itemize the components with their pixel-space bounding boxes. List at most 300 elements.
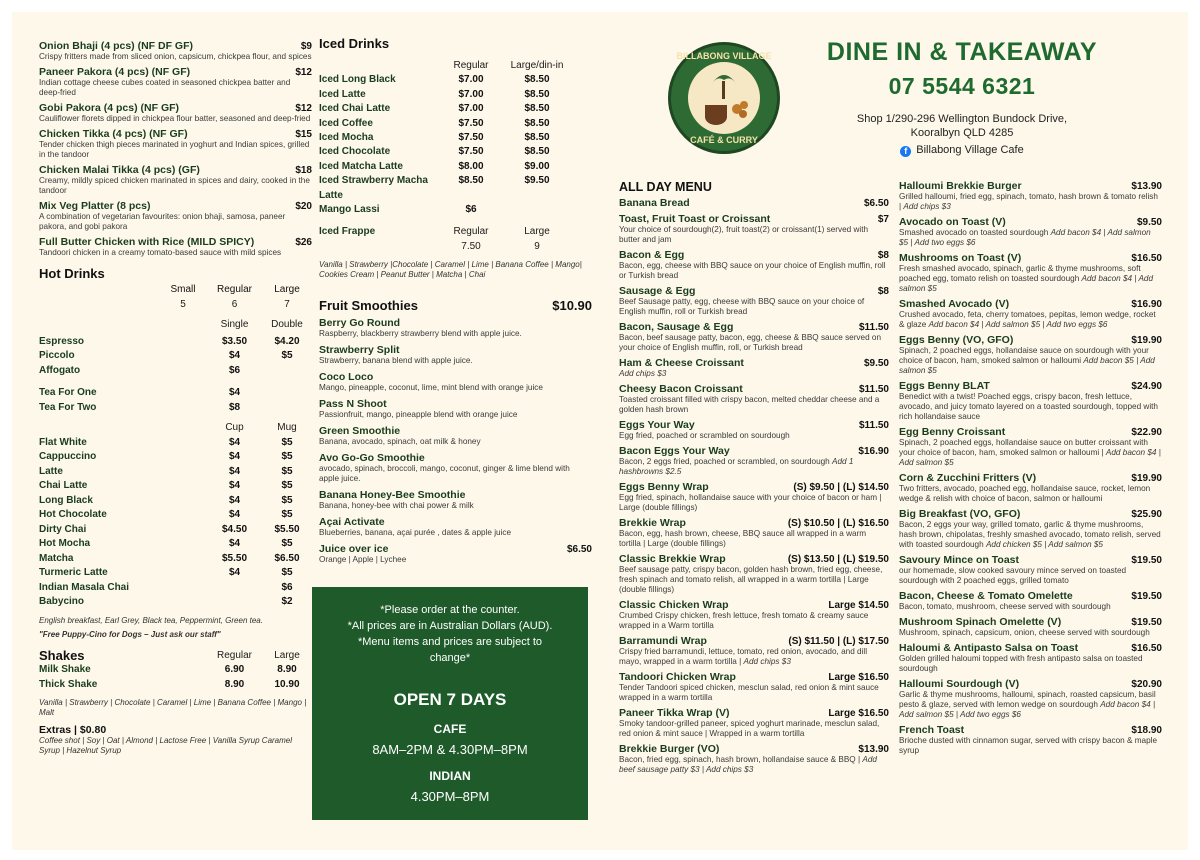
menu-item-description: Tender chicken thigh pieces marinated in yoghurt and Indian spices, grilled in the tandoor: [39, 140, 310, 159]
menu-item-description: Toasted croissant filled with crispy bacon, melted cheddar cheese and a golden hash brown: [619, 395, 880, 414]
menu-item-name: Eggs Benny (VO, GFO): [899, 334, 1014, 346]
menu-item-header: [899, 180, 1162, 192]
menu-item-header: [39, 164, 312, 176]
frappe-large-price: 9: [534, 240, 540, 252]
drink-price-a: $6: [228, 364, 241, 376]
menu-item-addon: Add bacon $4 | Add salmon $5 | Add two eggs $6: [899, 700, 1156, 719]
menu-item-price: (S) $10.50 | (L) $16.50: [787, 518, 889, 529]
menu-item-description: Spinach, 2 poached eggs, hollandaise sauce on butter croissant with your choice of bacon, ham, smoked salmon or halloumi |: [899, 438, 1148, 457]
menu-item-description: Fresh smashed avocado, spinach, garlic & thyme mushrooms, soft poached egg, tomato relish on toasted sourdough: [899, 264, 1141, 283]
menu-item: [619, 517, 889, 549]
drink-name: Tea For Two: [39, 401, 97, 413]
menu-item-price: $20.90: [1131, 679, 1162, 690]
drink-row: [39, 450, 312, 465]
menu-item: [39, 164, 312, 196]
drink-row: [39, 364, 312, 379]
menu-item-desc: [619, 261, 889, 281]
cup-mug-header: [39, 421, 312, 436]
menu-item-name: Tandoori Chicken Wrap: [619, 671, 736, 683]
menu-item-name: Açai Activate: [319, 516, 385, 529]
menu-item-desc: [319, 464, 592, 484]
drink-price-a: $4: [228, 451, 241, 462]
indian-hours: 4.30PM–8PM: [410, 789, 490, 804]
menu-item-name: Toast, Fruit Toast or Croissant: [619, 213, 771, 225]
menu-item-description: Your choice of sourdough(2), fruit toast(2) or croissant(1) served with butter and jam: [619, 225, 869, 244]
notice-change: *Menu items and prices are subject to change*: [357, 636, 543, 664]
shakes-header-row: [39, 649, 312, 664]
menu-item-description: Passionfruit, mango, pineapple blend with orange juice: [319, 410, 518, 420]
menu-item: [619, 321, 889, 353]
juice-price: $6.50: [566, 544, 592, 556]
espresso-list: [39, 335, 312, 379]
frappe-row: [319, 225, 592, 239]
puppy-note: "Free Puppy-Cino for Dogs – Just ask our staff": [39, 629, 221, 639]
menu-item-price: $12: [295, 67, 312, 78]
menu-item-name: Barramundi Wrap: [619, 635, 707, 647]
menu-item-addon: Add bacon $4 | Add salmon $5 | Add two eggs $6: [899, 228, 1151, 247]
menu-item-name: Paneer Pakora (4 pcs) (NF GF): [39, 66, 191, 78]
menu-item-name: Chicken Malai Tikka (4 pcs) (GF): [39, 164, 200, 176]
drink-price-b: $5: [281, 509, 293, 520]
menu-item-name: Pass N Shoot: [319, 398, 387, 411]
size-regular: Regular: [216, 284, 253, 295]
menu-item-name: Haloumi & Antipasto Salsa on Toast: [899, 642, 1079, 654]
drink-spacer: [159, 479, 207, 494]
menu-item: [619, 707, 889, 739]
menu-item: [319, 452, 592, 484]
menu-item-header: [619, 445, 889, 457]
menu-item-description: Crispy fritters made from sliced onion, capsicum, chickpea flour, and spices: [39, 52, 312, 61]
menu-item: [319, 489, 592, 511]
menu-item: [619, 383, 889, 415]
menu-item-header: [319, 452, 592, 464]
drink-price-a: 8.90: [224, 678, 245, 690]
menu-item: [619, 213, 889, 245]
menu-item-description: Golden grilled haloumi topped with fresh antipasto salsa on toasted sourdough: [899, 654, 1143, 673]
size-large: Large: [274, 284, 300, 295]
menu-item-description: Smashed avocado on toasted sourdough: [899, 228, 1049, 237]
iced-drink-row: [319, 117, 592, 131]
menu-item-header: [39, 236, 312, 248]
drink-name: Tea For One: [39, 387, 97, 398]
drink-price-b: $5: [281, 567, 293, 578]
drink-price-a: $4: [228, 350, 241, 361]
menu-item-price: $16.90: [858, 446, 889, 457]
shakes-section: [39, 649, 312, 757]
smoothies-header: [319, 298, 592, 313]
menu-item: [899, 252, 1162, 294]
menu-item-price: $15: [295, 129, 312, 140]
menu-item-header: [619, 213, 889, 225]
menu-item-desc: [619, 493, 889, 513]
menu-item: [39, 66, 312, 98]
logo-text-top: BILLABONG VILLAGE: [676, 51, 772, 61]
menu-item-addon: Add chips $3: [743, 657, 791, 666]
menu-item: [619, 671, 889, 703]
cafe-logo: [668, 42, 780, 154]
facebook-icon: f: [900, 146, 911, 157]
drink-price-a: $4: [228, 494, 241, 506]
menu-item-price: $13.90: [1131, 181, 1162, 192]
menu-item-header: [619, 357, 889, 369]
drink-name: Hot Mocha: [39, 538, 91, 549]
menu-item-price: Large $14.50: [828, 600, 889, 611]
drink-price-b: $5: [281, 451, 293, 462]
iced-drink-name: Iced Chocolate: [319, 146, 391, 158]
menu-item-desc: [39, 212, 312, 232]
iced-drink-name: Iced Strawberry Macha Latte: [319, 175, 428, 201]
address: [802, 112, 1122, 140]
menu-item-name: Halloumi Sourdough (V): [899, 678, 1020, 690]
size-small: Small: [170, 284, 196, 295]
menu-item-price: $22.90: [1131, 427, 1162, 438]
menu-item-header: [899, 216, 1162, 228]
menu-item-description: Tandoori chicken in a creamy tomato-based sauce with mild spices: [39, 248, 282, 257]
menu-item-price: $26: [295, 237, 312, 248]
menu-item-name: Halloumi Brekkie Burger: [899, 180, 1022, 192]
menu-item-name: Corn & Zucchini Fritters (V): [899, 472, 1037, 484]
menu-item-header: [619, 743, 889, 755]
menu-item-header: [619, 321, 889, 333]
drink-row: [39, 523, 312, 538]
iced-header-row: [319, 59, 592, 73]
size-num-large: 7: [284, 298, 290, 310]
menu-item-name: Bacon Eggs Your Way: [619, 445, 730, 457]
frappe-large-header: Large: [524, 226, 550, 238]
iced-list: [319, 73, 592, 217]
drink-spacer: [159, 595, 207, 610]
menu-item-price: $18.90: [1131, 725, 1162, 736]
hot-drinks-title: Hot Drinks: [39, 266, 105, 281]
menu-item: [319, 398, 592, 420]
menu-item-name: Bacon & Egg: [619, 249, 685, 261]
menu-item-name: Banana Honey-Bee Smoothie: [319, 489, 466, 502]
iced-price-regular: $8.00: [458, 160, 484, 172]
iced-price-large: $9.50: [524, 175, 550, 187]
drink-spacer: [159, 401, 207, 416]
iced-drink-row: [319, 145, 592, 159]
menu-item: [619, 635, 889, 667]
menu-item-header: [619, 517, 889, 529]
menu-item-description: Spinach, 2 poached eggs, hollandaise sauce on sourdough with your choice of bacon, ham, smoked salmon or halloumi: [899, 346, 1149, 365]
iced-drink-row: [319, 203, 592, 217]
iced-price-large: $8.50: [524, 74, 550, 86]
iced-drink-row: [319, 174, 592, 203]
menu-item-price: (S) $11.50 | (L) $17.50: [788, 636, 889, 647]
drink-name: Long Black: [39, 494, 93, 506]
menu-item-name: Sausage & Egg: [619, 285, 696, 297]
menu-item-description: Bacon, 2 eggs fried, poached or scrambled, on sourdough: [619, 457, 830, 466]
menu-item-header: [619, 707, 889, 719]
notice-box: [312, 587, 588, 820]
iced-drink-name: Iced Mocha: [319, 132, 374, 144]
menu-item-name: Eggs Benny Wrap: [619, 481, 709, 493]
menu-item-name: Avocado on Toast (V): [899, 216, 1006, 228]
menu-item-desc: [899, 228, 1162, 248]
menu-item: [319, 317, 592, 339]
menu-item: [619, 249, 889, 281]
menu-item-desc: [619, 297, 889, 317]
menu-item: [899, 426, 1162, 468]
drink-row: [39, 663, 312, 678]
menu-item-addon: Add bacon $5 | Add salmon $5: [899, 356, 1155, 375]
drink-spacer: [159, 465, 207, 480]
extras-list: Coffee shot | Soy | Oat | Almond | Lactose Free | Vanilla Syrup Caramel Syrup | Hazelnut Syrup: [39, 736, 293, 755]
cafe-label: CAFE: [433, 722, 467, 736]
iced-drink-name: Iced Matcha Latte: [319, 160, 403, 172]
menu-item-desc: [899, 520, 1162, 550]
drink-price-b: $5: [281, 494, 293, 506]
iced-drink-row: [319, 131, 592, 145]
drink-price-b: [262, 364, 312, 379]
menu-item-desc: [899, 628, 1162, 638]
menu-item-description: Blueberries, banana, açai purée , dates & apple juice: [319, 528, 512, 538]
menu-item-desc: [619, 565, 889, 595]
menu-item-desc: [319, 437, 592, 447]
drink-name: Affogato: [39, 364, 81, 376]
menu-item-description: Bacon, egg, cheese with BBQ sauce on your choice of English muffin, roll or Turkish bread: [619, 261, 886, 280]
menu-item-price: $19.50: [1131, 617, 1162, 628]
menu-item-desc: [619, 529, 889, 549]
iced-drink-name: Iced Coffee: [319, 117, 373, 129]
iced-price-large: $8.50: [524, 103, 550, 115]
menu-item-description: Grilled halloumi, fried egg, spinach, tomato, hash brown & tomato relish |: [899, 192, 1158, 211]
all-day-list: [619, 197, 889, 775]
menu-item-addon: Add bacon $4 | Add salmon $5: [899, 448, 1161, 467]
menu-item-name: Berry Go Round: [319, 317, 401, 330]
tea-note: English breakfast, Earl Grey, Black tea, Peppermint, Green tea.: [39, 615, 263, 625]
notice-currency: *All prices are in Australian Dollars (AUD).: [347, 620, 553, 632]
menu-item-desc: [619, 683, 889, 703]
iced-price-large: $8.50: [524, 117, 550, 129]
menu-item-header: [319, 371, 592, 383]
iced-price-large: $8.50: [524, 132, 550, 144]
menu-item-desc: [39, 248, 312, 258]
menu-item-header: [39, 40, 312, 52]
iced-drink-name: Iced Latte: [319, 88, 366, 100]
iced-drink-row: [319, 73, 592, 87]
iced-drink-row: [319, 88, 592, 102]
menu-item: [899, 678, 1162, 720]
drink-spacer: [159, 436, 207, 451]
menu-item-name: Paneer Tikka Wrap (V): [619, 707, 730, 719]
drink-price-a: $4: [228, 387, 241, 398]
iced-price-large: $8.50: [524, 88, 550, 100]
drink-name: Thick Shake: [39, 678, 98, 690]
menu-item: [619, 197, 889, 209]
menu-item-price: (S) $13.50 | (L) $19.50: [787, 554, 889, 565]
menu-item-description: Creamy, mildly spiced chicken marinated in spices and dairy, cooked in the tandoor: [39, 176, 310, 195]
menu-item-addon: Add bacon $4 | Add salmon $5 | Add two eggs $6: [928, 320, 1108, 329]
menu-item-price: $9: [300, 41, 312, 52]
menu-item-name: Brekkie Burger (VO): [619, 743, 720, 755]
mug-header: Mug: [277, 422, 297, 433]
menu-item-desc: [899, 264, 1162, 294]
drink-name: Dirty Chai: [39, 523, 87, 535]
iced-price-large: $9.00: [524, 160, 550, 172]
drink-price-b: $5.50: [274, 523, 300, 535]
indian-label: INDIAN: [429, 769, 471, 783]
shakes-regular-header: Regular: [216, 649, 253, 661]
menu-item-name: Green Smoothie: [319, 425, 401, 438]
menu-item-addon: Add 1 hashbrowns $2.5: [619, 457, 854, 476]
menu-item-name: Smashed Avocado (V): [899, 298, 1010, 310]
menu-item-desc: [319, 356, 592, 366]
smoothies-price: $10.90: [552, 298, 592, 314]
frappe-price-row: [319, 240, 592, 254]
menu-item-name: Mix Veg Platter (8 pcs): [39, 200, 151, 212]
menu-item-price: $12: [295, 103, 312, 114]
menu-item-price: $16.90: [1131, 299, 1162, 310]
menu-item-desc: [899, 192, 1162, 212]
all-day-menu-title: ALL DAY MENU: [619, 180, 712, 194]
menu-item-description: Two fritters, avocado, poached egg, hollandaise sauce, rocket, lemon wedge & relish with choice of bacon, salmon or halloumi: [899, 484, 1151, 503]
menu-item-desc: [39, 78, 312, 98]
hot-drinks-section: [39, 266, 312, 639]
menu-item-price: Large $16.50: [828, 708, 889, 719]
shakes-title: Shakes: [39, 647, 85, 663]
menu-item-price: $19.50: [1131, 591, 1162, 602]
drink-row: [39, 465, 312, 480]
snacks-list: [39, 40, 312, 258]
iced-price-large: [503, 203, 571, 217]
drink-price-a: $3.50: [221, 335, 248, 347]
menu-item-description: Crispy fried barramundi, lettuce, tomato, red onion, avocado, and dill mayo, wrapped in a warm tortilla |: [619, 647, 868, 666]
column-3: [619, 180, 889, 779]
menu-item-header: [899, 252, 1162, 264]
menu-item-description: Indian cottage cheese cubes coated in seasoned chickpea batter and deep-fried: [39, 78, 291, 97]
menu-item-price: $19.90: [1131, 335, 1162, 346]
iced-price-regular: $8.50: [458, 175, 484, 187]
menu-item-header: [619, 197, 889, 209]
menu-item-header: [319, 489, 592, 501]
menu-item-price: $25.90: [1131, 509, 1162, 520]
menu-item-desc: [899, 736, 1162, 756]
menu-item-name: Classic Brekkie Wrap: [619, 553, 726, 565]
menu-item-description: Brioche dusted with cinnamon sugar, served with crispy bacon & maple syrup: [899, 736, 1158, 755]
double-header: Double: [271, 319, 303, 330]
menu-item-header: [39, 66, 312, 78]
menu-item: [39, 200, 312, 232]
menu-item-description: Bacon, beef sausage patty, bacon, egg, cheese & BBQ sauce served on your choice of English muffin, roll, or Turkish bread: [619, 333, 882, 352]
shakes-flavours: Vanilla | Strawberry | Chocolate | Caramel | Lime | Banana Coffee | Mango | Malt: [39, 698, 307, 717]
menu-item-desc: [899, 346, 1162, 376]
iced-drink-name: Iced Chai Latte: [319, 103, 391, 115]
menu-item-header: [619, 383, 889, 395]
menu-item-price: $9.50: [1136, 217, 1162, 228]
menu-item-description: Cauliflower florets dipped in chickpea flour batter, seasoned and deep-fried: [39, 114, 311, 123]
header: [802, 38, 1122, 157]
menu-item-header: [319, 516, 592, 528]
size-header-row: [39, 283, 312, 298]
menu-item: [899, 554, 1162, 586]
drink-row: [39, 479, 312, 494]
menu-item-name: Bacon, Cheese & Tomato Omelette: [899, 590, 1073, 602]
drink-spacer: [159, 494, 207, 509]
drink-name: Flat White: [39, 436, 87, 448]
drink-price-b: 8.90: [277, 664, 297, 675]
menu-item-name: Gobi Pakora (4 pcs) (NF GF): [39, 102, 180, 114]
menu-item-header: [899, 616, 1162, 628]
drink-name: Latte: [39, 465, 63, 477]
drink-spacer: [159, 678, 207, 693]
menu-item-description: Beef Sausage patty, egg, cheese with BBQ sauce on your choice of English muffin, roll or Turkish bread: [619, 297, 865, 316]
menu-item-price: $19.90: [1131, 473, 1162, 484]
column-2: [319, 36, 592, 570]
menu-item: [619, 743, 889, 775]
size-num-small: 5: [180, 298, 186, 310]
menu-item: [899, 724, 1162, 756]
menu-item-name: Eggs Benny BLAT: [899, 380, 990, 392]
iced-price-regular: $7.00: [458, 103, 484, 115]
menu-item-name: French Toast: [899, 724, 965, 736]
drink-row: [39, 494, 312, 509]
facebook-link[interactable]: [802, 144, 1122, 157]
menu-item: [619, 599, 889, 631]
menu-item-header: [899, 508, 1162, 520]
menu-item-desc: [319, 329, 592, 339]
menu-item-header: [39, 128, 312, 140]
drink-row: [39, 537, 312, 552]
menu-item: [899, 298, 1162, 330]
menu-item-description: Egg fried, spinach, hollandaise sauce with your choice of bacon or ham | Large (double fillings): [619, 493, 882, 512]
drink-name: Matcha: [39, 552, 74, 564]
drink-name: Indian Masala Chai: [39, 581, 130, 593]
drink-row: [39, 386, 312, 401]
menu-item: [619, 357, 889, 379]
menu-item-header: [619, 419, 889, 431]
menu-item-desc: [39, 176, 312, 196]
shakes-large-header: Large: [274, 649, 300, 661]
menu-item-desc: [899, 602, 1162, 612]
size-number-row: [39, 298, 312, 313]
menu-item-price: $7: [877, 214, 889, 225]
address-line-1: Shop 1/290-296 Wellington Bundock Drive,: [856, 113, 1068, 125]
phone-number[interactable]: 07 5544 6321: [888, 73, 1036, 99]
menu-item: [39, 102, 312, 124]
drink-spacer: [159, 364, 207, 379]
menu-item-desc: [899, 566, 1162, 586]
menu-item-desc: [899, 654, 1162, 674]
menu-item-description: A combination of vegetarian favourites: onion bhaji, samosa, paneer pakora, and gobi pakora: [39, 212, 286, 231]
all-day-list-2: [899, 180, 1162, 756]
menu-item-price: $13.90: [858, 744, 889, 755]
menu-item-addon: Add beef sausage patty $3 | Add chips $3: [619, 755, 877, 774]
drink-price-b: $6: [281, 581, 293, 593]
menu-item: [319, 371, 592, 393]
facebook-name: Billabong Village Cafe: [916, 144, 1024, 156]
drink-name: Chai Latte: [39, 480, 88, 491]
drink-price-a: $4: [228, 480, 241, 491]
menu-item-header: [899, 426, 1162, 438]
drink-price-a: $5.50: [221, 552, 248, 564]
menu-item-header: [619, 671, 889, 683]
menu-item-description: Mushroom, spinach, capsicum, onion, cheese served with sourdough: [899, 628, 1150, 637]
frappe-regular-header: Regular: [453, 226, 489, 238]
drink-name: Cappuccino: [39, 451, 97, 462]
menu-item-description: Raspberry, blackberry strawberry blend with apple juice.: [319, 329, 522, 339]
menu-item-header: [899, 678, 1162, 690]
menu-item-desc: [899, 438, 1162, 468]
menu-item-desc: [619, 719, 889, 739]
menu-item-addon: Add bacon $4 | Add salmon $5: [899, 274, 1154, 293]
menu-item-name: Eggs Your Way: [619, 419, 695, 431]
menu-item-desc: [619, 611, 889, 631]
juice-name: Juice over ice: [319, 543, 389, 556]
iced-drink-row: [319, 160, 592, 174]
menu-item-header: [319, 344, 592, 356]
frappe-name: Iced Frappe: [319, 226, 376, 238]
